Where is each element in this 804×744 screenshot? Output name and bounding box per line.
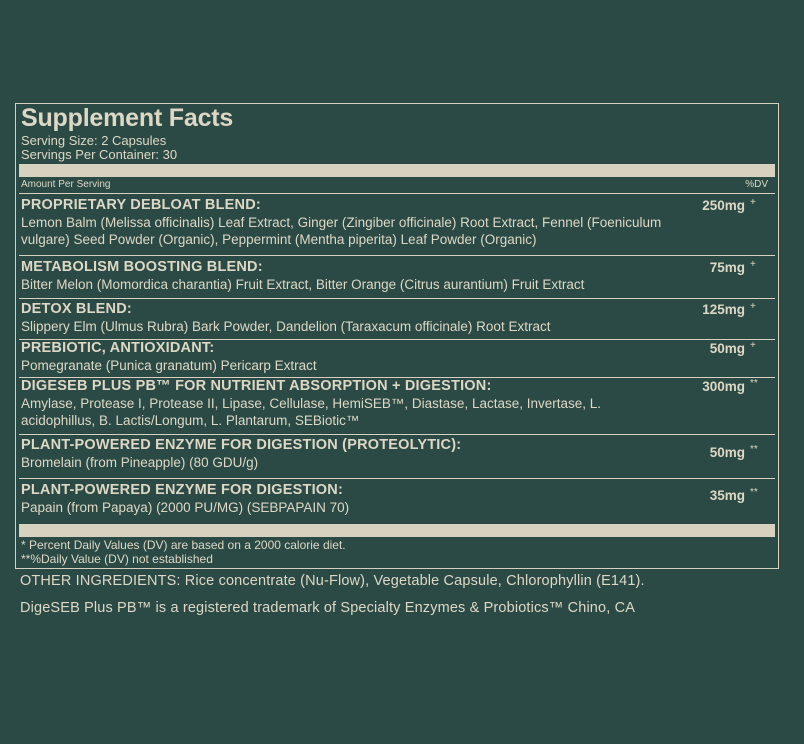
blend-name: PREBIOTIC, ANTIOXIDANT: — [21, 340, 215, 356]
blend-name: PLANT-POWERED ENZYME FOR DIGESTION (PROTEOLYTIC): — [21, 437, 462, 453]
ingredient-row — [21, 437, 775, 471]
blend-amount: 300mg — [702, 379, 745, 394]
blend-name: DIGESEB PLUS PB™ FOR NUTRIENT ABSORPTION + DIGESTION: — [21, 378, 492, 394]
divider — [19, 434, 775, 435]
dv-marker: ** — [750, 444, 758, 455]
divider — [19, 478, 775, 479]
ingredient-row — [21, 259, 775, 293]
blend-name: PLANT-POWERED ENZYME FOR DIGESTION: — [21, 482, 343, 498]
blend-ingredients: Papain (from Papaya) (2000 PU/MG) (SEBPAPAIN 70) — [21, 500, 350, 515]
dv-marker: ** — [750, 378, 758, 389]
blend-name: METABOLISM BOOSTING BLEND: — [21, 259, 263, 275]
dv-marker: ** — [750, 487, 758, 498]
supplement-facts-title: Supplement Facts — [21, 104, 234, 132]
blend-amount: 35mg — [709, 488, 745, 503]
blend-ingredients: Lemon Balm (Melissa officinalis) Leaf Extract, Ginger (Zingiber officinale) Root Extract, Fennel (Foeniculum vulgare) Seed Powder (Organic), Peppermint (Mentha piperita) Leaf Powder (Organic) — [21, 215, 662, 247]
blend-ingredients: Pomegranate (Punica granatum) Pericarp Extract — [21, 358, 317, 373]
divider — [19, 298, 775, 299]
blend-amount: 125mg — [702, 302, 745, 317]
bottom-thick-rule — [19, 524, 775, 537]
blend-amount: 50mg — [709, 445, 745, 460]
dv-marker: + — [750, 259, 756, 270]
dv-marker: + — [750, 301, 756, 312]
ingredient-row — [21, 301, 775, 335]
ingredient-row — [21, 340, 775, 374]
blend-ingredients: Bitter Melon (Momordica charantia) Fruit Extract, Bitter Orange (Citrus aurantium) Fruit Extract — [21, 277, 585, 292]
supplement-facts-panel — [15, 103, 779, 569]
other-ingredients: OTHER INGREDIENTS: Rice concentrate (Nu-Flow), Vegetable Capsule, Chlorophyllin (E141). — [20, 573, 645, 589]
blend-amount: 250mg — [702, 198, 745, 213]
ingredient-row — [21, 197, 775, 248]
dv-marker: + — [750, 340, 756, 351]
blend-name: PROPRIETARY DEBLOAT BLEND: — [21, 197, 261, 213]
divider — [19, 193, 775, 194]
ingredient-row — [21, 482, 775, 516]
blend-name: DETOX BLEND: — [21, 301, 132, 317]
dv-header: %DV — [745, 179, 768, 190]
serving-size: Serving Size: 2 Capsules — [21, 133, 167, 148]
divider — [19, 255, 775, 256]
blend-ingredients: Slippery Elm (Ulmus Rubra) Bark Powder, Dandelion (Taraxacum officinale) Root Extract — [21, 319, 551, 334]
blend-ingredients: Bromelain (from Pineapple) (80 GDU/g) — [21, 455, 259, 470]
footnote-dv-not-established: **%Daily Value (DV) not established — [21, 552, 213, 566]
blend-ingredients: Amylase, Protease I, Protease II, Lipase, Cellulase, HemiSEB™, Diastase, Lactase, Invertase, L. acidophillus, B. Lactis/Longum, L. Plantarum, SEBiotic™ — [21, 396, 602, 428]
top-thick-rule — [19, 164, 775, 177]
blend-amount: 50mg — [709, 341, 745, 356]
amount-per-serving-header: Amount Per Serving — [21, 179, 111, 190]
servings-per-container: Servings Per Container: 30 — [21, 147, 178, 162]
footnote-percent-dv: * Percent Daily Values (DV) are based on a 2000 calorie diet. — [21, 538, 346, 552]
trademark-notice: DigeSEB Plus PB™ is a registered trademark of Specialty Enzymes & Probiotics™ Chino, CA — [20, 600, 636, 616]
ingredient-row — [21, 378, 775, 429]
blend-amount: 75mg — [709, 260, 745, 275]
dv-marker: + — [750, 197, 756, 208]
